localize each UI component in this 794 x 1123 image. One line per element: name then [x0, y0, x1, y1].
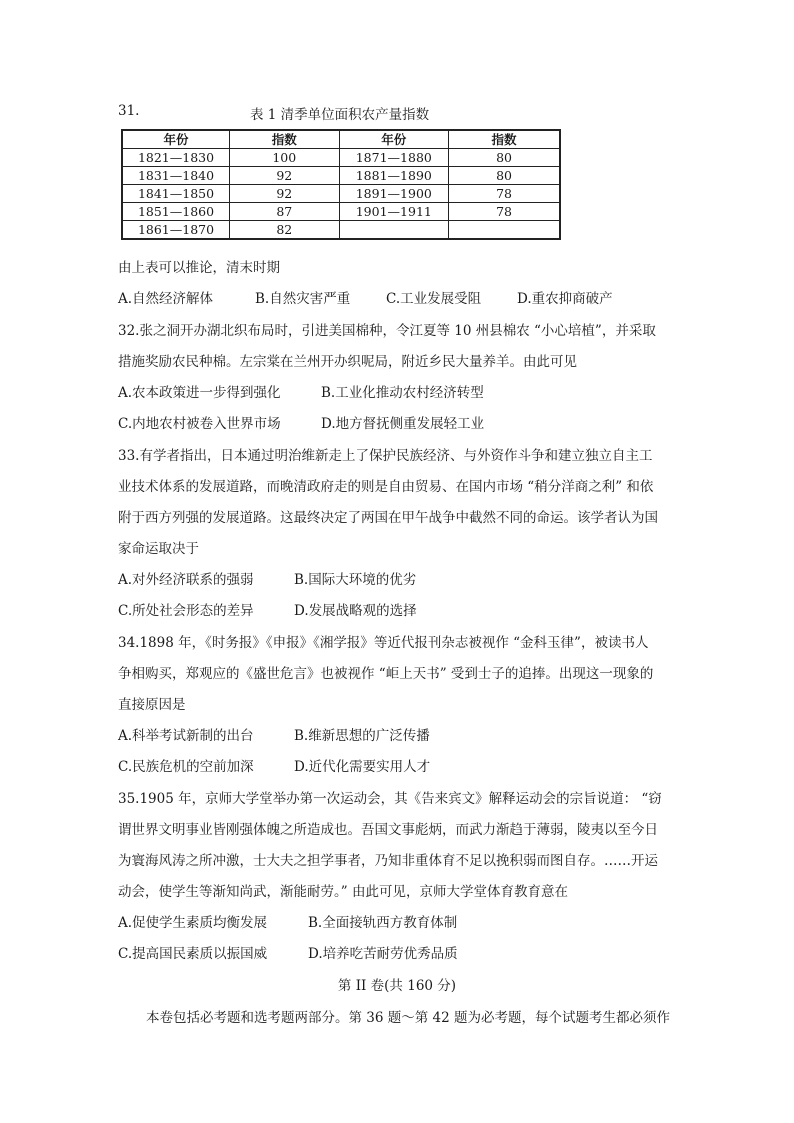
q33-option-a[interactable]: A.对外经济联系的强弱	[118, 572, 254, 588]
q33-option-d[interactable]: D.发展战略观的选择	[294, 603, 417, 619]
q34-option-a[interactable]: A.科举考试新制的出台	[118, 728, 254, 744]
table-cell: 92	[230, 167, 339, 185]
q32-option-b[interactable]: B.工业化推动农村经济转型	[321, 385, 484, 401]
col-header-index-2: 指数	[449, 130, 560, 149]
q32-options-row-1	[118, 383, 484, 403]
q35-option-c[interactable]: C.提高国民素质以振国威	[118, 946, 268, 962]
table-cell: 1901—1911	[339, 203, 449, 221]
q32-options-row-2	[118, 414, 484, 434]
col-header-index-1: 指数	[230, 130, 339, 149]
table-cell: 1871—1880	[339, 149, 449, 167]
part-2-title: 第 II 卷(共 160 分)	[337, 978, 457, 994]
q33-options-row-1	[118, 570, 416, 590]
q34-option-b[interactable]: B.维新思想的广泛传播	[294, 728, 430, 744]
q34-line-2: 争相购买，郑观应的《盛世危言》也被视作 “岠上天书” 受到士子的追捧。出现这一现象的	[118, 666, 654, 682]
table-cell: 1821—1830	[122, 149, 230, 167]
q35-option-b[interactable]: B.全面接轨西方教育体制	[308, 915, 458, 931]
yield-index-table	[121, 129, 561, 240]
q32-line-1: 32.张之洞开办湖北织布局时，引进美国棉种，令江夏等 10 州县棉农 “小心培植”，并采取	[118, 323, 656, 339]
table-cell: 1881—1890	[339, 167, 449, 185]
table-cell	[339, 221, 449, 240]
table-row	[122, 221, 560, 240]
table-row	[122, 185, 560, 203]
q33-line-2: 业技术体系的发展道路，而晚清政府走的则是自由贸易、在国内市场 “稍分洋商之利” 和依	[118, 479, 654, 495]
q34-option-c[interactable]: C.民族危机的空前加深	[118, 759, 254, 775]
q33-option-c[interactable]: C.所处社会形态的差异	[118, 603, 254, 619]
q33-line-3: 附于西方列强的发展道路。这最终决定了两国在甲午战争中截然不同的命运。该学者认为国	[118, 510, 658, 526]
table-cell: 87	[230, 203, 339, 221]
q33-line-4: 家命运取决于	[118, 541, 199, 557]
q31-stem: 由上表可以推论，清末时期	[118, 260, 280, 276]
table-row	[122, 203, 560, 221]
col-header-year-2: 年份	[339, 130, 449, 149]
q31-option-d[interactable]: D.重农抑商破产	[517, 291, 613, 307]
q33-line-1: 33.有学者指出，日本通过明治维新走上了保护民族经济、与外资作斗争和建立独立自主工	[118, 448, 653, 464]
q34-line-1: 34.1898 年，《时务报》《申报》《湘学报》等近代报刊杂志被视作 “金科玉律”，被读书人	[118, 635, 649, 651]
table-cell: 1831—1840	[122, 167, 230, 185]
q35-option-d[interactable]: D.培养吃苦耐劳优秀品质	[308, 946, 458, 962]
q35-option-a[interactable]: A.促使学生素质均衡发展	[118, 915, 268, 931]
table-cell: 80	[449, 167, 560, 185]
q31-number: 31.	[118, 103, 140, 119]
table-cell: 100	[230, 149, 339, 167]
table-cell: 1841—1850	[122, 185, 230, 203]
q32-option-d[interactable]: D.地方督抚侧重发展轻工业	[321, 416, 485, 432]
q35-line-1: 35.1905 年，京师大学堂举办第一次运动会，其《告来宾文》解释运动会的宗旨说道： “窃	[118, 791, 662, 807]
q32-option-c[interactable]: C.内地农村被卷入世界市场	[118, 416, 281, 432]
q35-options-row-2	[118, 944, 458, 964]
table-cell: 1861—1870	[122, 221, 230, 240]
table-cell: 78	[449, 185, 560, 203]
q35-line-3: 为寰海风涛之所冲激，士大夫之担学事者，乃知非重体育不足以挽积弱而图自存。……开运	[118, 853, 658, 869]
q34-options-row-2	[118, 757, 430, 777]
table-cell	[449, 221, 560, 240]
q32-line-2: 措施奖励农民种棉。左宗棠在兰州开办织呢局，附近乡民大量养羊。由此可见	[118, 354, 577, 370]
table-cell: 78	[449, 203, 560, 221]
q33-option-b[interactable]: B.国际大环境的优劣	[294, 572, 417, 588]
q34-line-3: 直接原因是	[118, 697, 186, 713]
q31-option-a[interactable]: A.自然经济解体	[118, 291, 214, 307]
q34-options-row-1	[118, 726, 430, 746]
table-cell: 82	[230, 221, 339, 240]
q31-options	[118, 289, 613, 309]
table-cell: 1891—1900	[339, 185, 449, 203]
table-row	[122, 167, 560, 185]
q35-line-2: 谓世界文明事业皆刚强体魄之所造成也。吾国文事彪炳，而武力渐趋于薄弱，陵夷以至今日	[118, 822, 658, 838]
table-row	[122, 149, 560, 167]
q33-options-row-2	[118, 601, 417, 621]
q35-line-4: 动会，使学生等渐知尚武，渐能耐劳。” 由此可见，京师大学堂体育教育意在	[118, 884, 568, 900]
part-2-intro: 本卷包括必考题和选考题两部分。第 36 题～第 42 题为必考题，每个试题考生都必须作	[146, 1010, 671, 1026]
table-caption: 表 1 清季单位面积农产量指数	[250, 107, 430, 123]
table-cell: 92	[230, 185, 339, 203]
col-header-year-1: 年份	[122, 130, 230, 149]
q35-options-row-1	[118, 913, 457, 933]
table-header-row	[122, 130, 560, 149]
q34-option-d[interactable]: D.近代化需要实用人才	[294, 759, 431, 775]
q31-option-b[interactable]: B.自然灾害严重	[255, 291, 351, 307]
table-cell: 1851—1860	[122, 203, 230, 221]
q31-header	[118, 103, 558, 123]
q31-option-c[interactable]: C.工业发展受阻	[386, 291, 482, 307]
table-cell: 80	[449, 149, 560, 167]
q32-option-a[interactable]: A.农本政策进一步得到强化	[118, 385, 281, 401]
